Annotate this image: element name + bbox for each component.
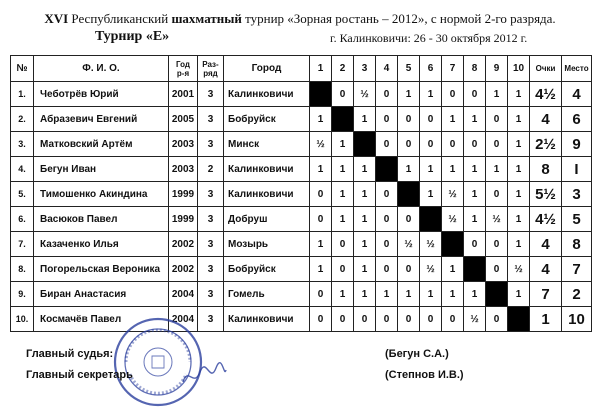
game-result: 0 [398,107,420,132]
table-row [11,282,592,307]
game-result: 1 [332,132,354,157]
game-result: 0 [376,257,398,282]
game-result: 0 [354,307,376,332]
city: Калинковичи [224,157,310,182]
game-result: 1 [310,232,332,257]
table-row [11,132,592,157]
self-cell-black [332,107,354,132]
self-cell-black [442,232,464,257]
game-result: 0 [376,132,398,157]
game-result: 0 [398,132,420,157]
game-result: 0 [420,107,442,132]
birth-year: 2004 [169,307,198,332]
place: 3 [562,182,592,207]
city: Калинковичи [224,182,310,207]
game-result: 0 [332,82,354,107]
col-round-10: 10 [508,56,530,82]
game-result: 0 [376,232,398,257]
player-name: Чеботрёв Юрий [34,82,169,107]
row-number: 3. [11,132,34,157]
game-result: 1 [508,282,530,307]
game-result: 0 [310,307,332,332]
player-name: Погорельская Вероника [34,257,169,282]
game-result: 1 [508,132,530,157]
game-result: 1 [310,257,332,282]
rank: 3 [198,232,224,257]
game-result: 0 [486,257,508,282]
game-result: 1 [508,82,530,107]
game-result: 0 [486,232,508,257]
self-cell-black [376,157,398,182]
game-result: 0 [398,257,420,282]
game-result: 1 [464,157,486,182]
header-row [11,56,592,82]
game-result: 1 [464,207,486,232]
table-row [11,207,592,232]
place: 5 [562,207,592,232]
place-and-dates: г. Калинковичи: 26 - 30 октября 2012 г. [330,31,528,45]
points: 4 [530,232,562,257]
game-result: 1 [376,282,398,307]
col-round-8: 8 [464,56,486,82]
game-result: 0 [332,232,354,257]
game-result: 1 [354,282,376,307]
game-result: 1 [398,157,420,182]
city: Калинковичи [224,307,310,332]
table-row [11,257,592,282]
points: 5½ [530,182,562,207]
game-result: ½ [398,232,420,257]
game-result: 1 [310,107,332,132]
col-round-2: 2 [332,56,354,82]
game-result: 1 [332,182,354,207]
game-result: 0 [376,107,398,132]
place: I [562,157,592,182]
place: 10 [562,307,592,332]
rank: 3 [198,307,224,332]
rank: 2 [198,157,224,182]
city: Калинковичи [224,82,310,107]
chief-judge-name: (Бегун С.А.) [385,348,449,360]
self-cell-black [486,282,508,307]
game-result: 0 [486,132,508,157]
game-result: 0 [376,82,398,107]
game-result: 0 [420,307,442,332]
game-result: 1 [442,157,464,182]
game-result: ½ [354,82,376,107]
game-result: 1 [420,182,442,207]
game-result: 0 [464,82,486,107]
game-result: 1 [420,282,442,307]
game-result: 1 [442,257,464,282]
game-result: 1 [442,282,464,307]
game-result: 0 [376,182,398,207]
place: 8 [562,232,592,257]
table-row [11,157,592,182]
chief-secretary-name: (Степнов И.В.) [385,369,464,381]
self-cell-black [464,257,486,282]
game-result: ½ [486,207,508,232]
col-round-6: 6 [420,56,442,82]
game-result: 1 [332,157,354,182]
game-result: 1 [464,282,486,307]
row-number: 6. [11,207,34,232]
table-row [11,82,592,107]
col-year: Год р-я [169,56,198,82]
col-points: Очки [530,56,562,82]
row-number: 8. [11,257,34,282]
chief-judge-label: Главный судья: [26,348,114,360]
game-result: 0 [310,182,332,207]
game-result: 0 [398,207,420,232]
points: 4½ [530,207,562,232]
game-result: 1 [354,107,376,132]
game-result: 0 [442,132,464,157]
rank: 3 [198,82,224,107]
points: 1 [530,307,562,332]
game-result: 0 [486,182,508,207]
game-result: 1 [420,82,442,107]
self-cell-black [354,132,376,157]
birth-year: 2003 [169,132,198,157]
points: 4 [530,107,562,132]
game-result: 1 [354,232,376,257]
game-result: 0 [486,307,508,332]
rank: 3 [198,182,224,207]
birth-year: 2002 [169,232,198,257]
title-prefix: XVI [44,11,69,26]
birth-year: 1999 [169,182,198,207]
player-name: Абразевич Евгений [34,107,169,132]
rank: 3 [198,282,224,307]
game-result: 0 [486,107,508,132]
row-number: 9. [11,282,34,307]
col-place: Место [562,56,592,82]
chief-secretary-label: Главный секретарь [26,369,133,381]
game-result: 0 [464,132,486,157]
game-result: 1 [442,107,464,132]
game-result: ½ [508,257,530,282]
birth-year: 2005 [169,107,198,132]
col-round-1: 1 [310,56,332,82]
self-cell-black [310,82,332,107]
table-row [11,307,592,332]
birth-year: 2003 [169,157,198,182]
game-result: 1 [398,82,420,107]
document-title [0,11,600,27]
game-result: 0 [310,207,332,232]
place: 6 [562,107,592,132]
game-result: 1 [508,182,530,207]
game-result: 1 [354,257,376,282]
game-result: 1 [508,207,530,232]
rank: 3 [198,257,224,282]
birth-year: 2002 [169,257,198,282]
player-name: Казаченко Илья [34,232,169,257]
row-number: 5. [11,182,34,207]
player-name: Тимошенко Акиндина [34,182,169,207]
birth-year: 2004 [169,282,198,307]
game-result: 0 [420,132,442,157]
game-result: 0 [310,282,332,307]
col-no: № [11,56,34,82]
game-result: 1 [354,157,376,182]
game-result: 1 [332,207,354,232]
player-name: Матковский Артём [34,132,169,157]
table-row [11,182,592,207]
table-row [11,232,592,257]
points: 4½ [530,82,562,107]
rank: 3 [198,132,224,157]
city: Бобруйск [224,257,310,282]
game-result: 0 [376,307,398,332]
place: 4 [562,82,592,107]
game-result: 0 [464,232,486,257]
game-result: 0 [332,257,354,282]
row-number: 10. [11,307,34,332]
col-round-5: 5 [398,56,420,82]
game-result: 1 [508,157,530,182]
game-result: 1 [354,182,376,207]
player-name: Бегун Иван [34,157,169,182]
game-result: 1 [332,282,354,307]
game-result: 0 [398,307,420,332]
row-number: 7. [11,232,34,257]
game-result: 0 [442,307,464,332]
game-result: 0 [376,207,398,232]
game-result: 1 [508,107,530,132]
game-result: 1 [508,232,530,257]
points: 7 [530,282,562,307]
game-result: ½ [420,232,442,257]
game-result: ½ [310,132,332,157]
place: 2 [562,282,592,307]
self-cell-black [398,182,420,207]
birth-year: 2001 [169,82,198,107]
title-part-a: Республиканский [71,11,169,26]
row-number: 1. [11,82,34,107]
city: Бобруйск [224,107,310,132]
birth-year: 1999 [169,207,198,232]
self-cell-black [508,307,530,332]
game-result: 1 [398,282,420,307]
city: Минск [224,132,310,157]
game-result: 1 [464,182,486,207]
title-part-b: турнир «Зорная ростань – 2012», с нормой 2-го разряда. [245,11,556,26]
crosstable [10,55,592,332]
points: 8 [530,157,562,182]
signature-scribble [180,360,228,390]
row-number: 4. [11,157,34,182]
tournament-name: Турнир «Е» [95,29,170,44]
game-result: 1 [420,157,442,182]
col-rank: Раз- ряд [198,56,224,82]
player-name: Космачёв Павел [34,307,169,332]
city: Мозырь [224,232,310,257]
points: 4 [530,257,562,282]
game-result: 1 [464,107,486,132]
player-name: Биран Анастасия [34,282,169,307]
col-round-9: 9 [486,56,508,82]
col-round-3: 3 [354,56,376,82]
col-round-4: 4 [376,56,398,82]
game-result: 1 [486,82,508,107]
game-result: 0 [442,82,464,107]
game-result: 0 [332,307,354,332]
row-number: 2. [11,107,34,132]
col-city: Город [224,56,310,82]
game-result: ½ [464,307,486,332]
points: 2½ [530,132,562,157]
col-name: Ф. И. О. [34,56,169,82]
game-result: ½ [420,257,442,282]
game-result: 1 [310,157,332,182]
rank: 3 [198,207,224,232]
game-result: 1 [486,157,508,182]
title-bold-word: шахматный [171,11,242,26]
self-cell-black [420,207,442,232]
rank: 3 [198,107,224,132]
player-name: Васюков Павел [34,207,169,232]
city: Гомель [224,282,310,307]
table-row [11,107,592,132]
city: Добруш [224,207,310,232]
game-result: ½ [442,182,464,207]
place: 9 [562,132,592,157]
place: 7 [562,257,592,282]
game-result: ½ [442,207,464,232]
game-result: 1 [354,207,376,232]
col-round-7: 7 [442,56,464,82]
